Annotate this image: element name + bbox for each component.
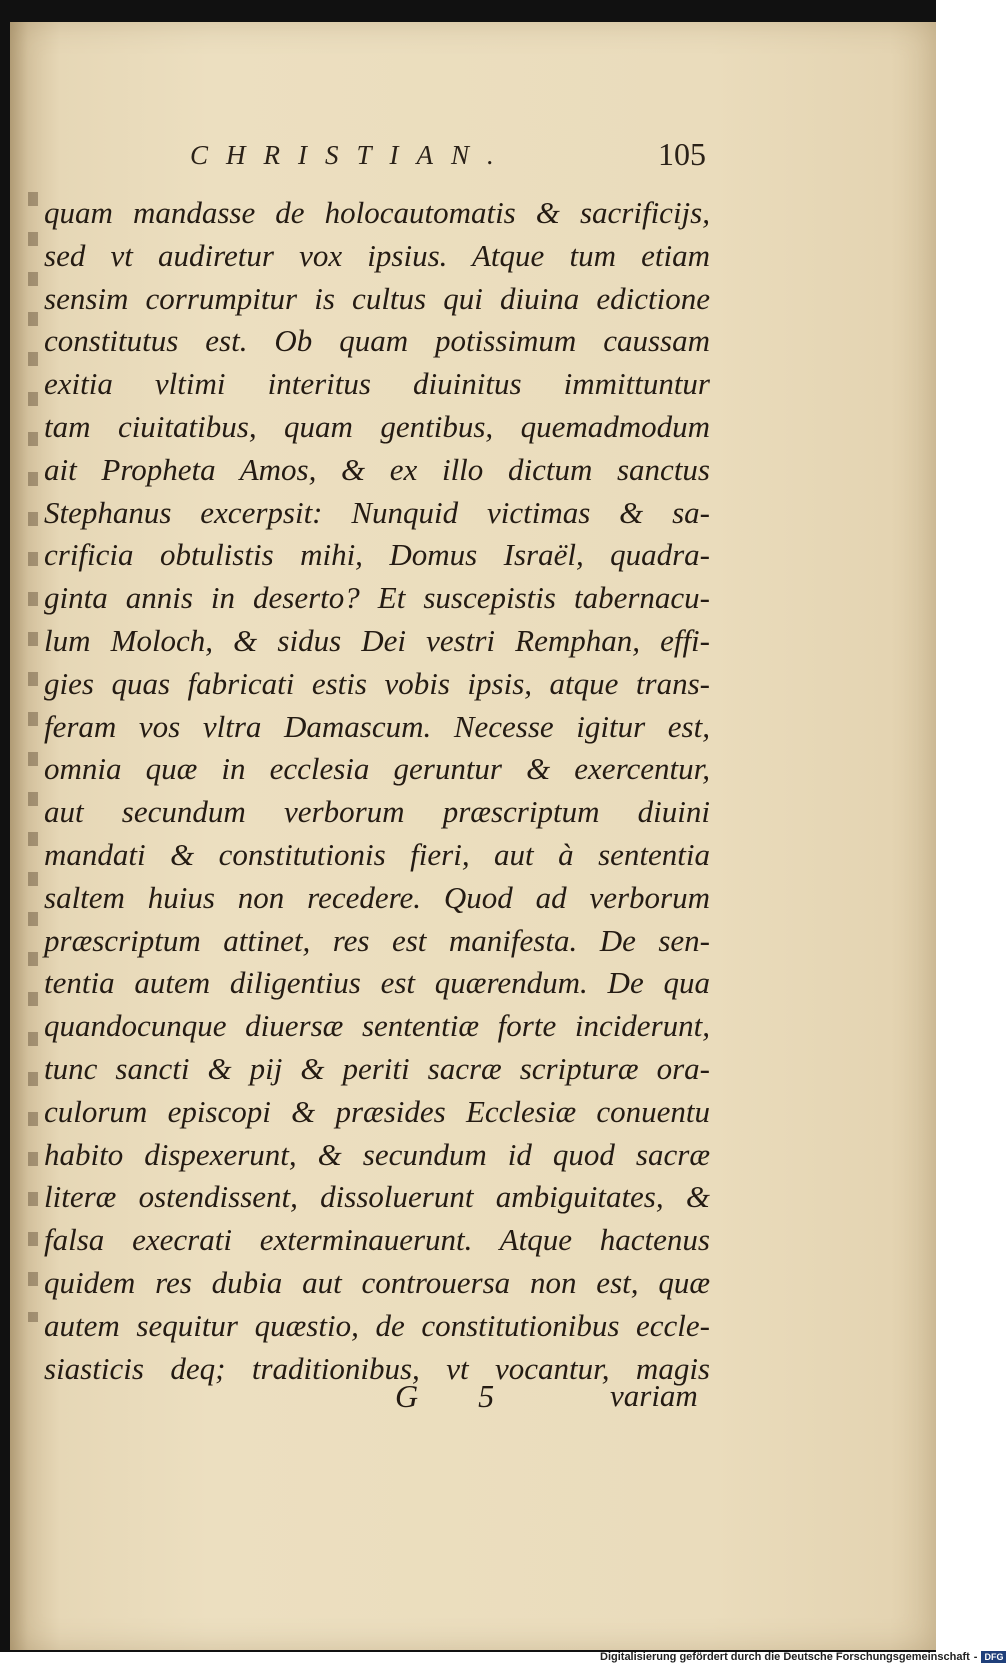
- text-line: tam ciuitatibus, quam gentibus, quemadmodum: [44, 408, 710, 444]
- text-line: siasticis deq; traditionibus, vt vocantur, magis: [44, 1350, 710, 1386]
- page-number: 105: [658, 136, 706, 172]
- text-line: crificia obtulistis mihi, Domus Israël, quadra-: [44, 537, 710, 573]
- text-line: Stephanus excerpsit: Nunquid victimas & sa-: [44, 494, 710, 530]
- running-head: CHRISTIAN.: [190, 140, 512, 170]
- text-line: sensim corrumpitur is cultus qui diuina edictione: [44, 280, 710, 316]
- text-line: mandati & constitutionis fieri, aut à sententia: [44, 836, 710, 872]
- text-line: quandocunque diuersæ sententiæ forte inciderunt,: [44, 1008, 710, 1044]
- body-text: [44, 192, 710, 1390]
- text-line: autem sequitur quæstio, de constitutionibus eccle-: [44, 1307, 710, 1343]
- catchword: variam: [610, 1378, 698, 1413]
- text-line: exitia vltimi interitus diuinitus immittuntur: [44, 366, 710, 402]
- text-line: aut secundum verborum præscriptum diuini: [44, 794, 710, 830]
- text-line: falsa execrati exterminauerunt. Atque hactenus: [44, 1222, 710, 1258]
- text-line: quam mandasse de holocautomatis & sacrificijs,: [44, 195, 710, 230]
- text-line: tentia autem diligentius est quærendum. De qua: [44, 965, 710, 1001]
- text-line: habito dispexerunt, & secundum id quod sacræ: [44, 1136, 710, 1172]
- text-line: saltem huius non recedere. Quod ad verborum: [44, 879, 710, 915]
- text-line: literæ ostendissent, dissoluerunt ambiguitates, &: [44, 1179, 710, 1215]
- text-line: ginta annis in deserto? Et suscepistis tabernacu-: [44, 580, 710, 616]
- text-line: tunc sancti & pij & periti sacræ scripturæ ora-: [44, 1050, 710, 1086]
- book-page: [10, 22, 936, 1650]
- text-line: feram vos vltra Damascum. Necesse igitur est,: [44, 708, 710, 744]
- dfg-logo: DFG: [981, 1651, 1006, 1663]
- text-line: gies quas fabricati estis vobis ipsis, atque trans-: [44, 665, 710, 701]
- text-line: ait Propheta Amos, & ex illo dictum sanctus: [44, 451, 710, 487]
- gutter-marks: [28, 192, 38, 1322]
- credit-text: Digitalisierung gefördert durch die Deutsche Forschungsgemeinschaft: [600, 1651, 970, 1663]
- text-line: præscriptum attinet, res est manifesta. De sen-: [44, 922, 710, 958]
- text-line: sed vt audiretur vox ipsius. Atque tum etiam: [44, 237, 710, 273]
- text-line: omnia quæ in ecclesia geruntur & exercentur,: [44, 751, 710, 787]
- text-line: culorum episcopi & præsides Ecclesiæ conuentu: [44, 1093, 710, 1129]
- credit-dash: -: [973, 1651, 978, 1663]
- signature-mark: G 5: [395, 1378, 521, 1414]
- text-line: quidem res dubia aut controuersa non est, quæ: [44, 1264, 710, 1300]
- text-line: lum Moloch, & sidus Dei vestri Remphan, effi-: [44, 622, 710, 658]
- digitization-credit: [600, 1650, 1006, 1664]
- text-line: constitutus est. Ob quam potissimum caussam: [44, 323, 710, 359]
